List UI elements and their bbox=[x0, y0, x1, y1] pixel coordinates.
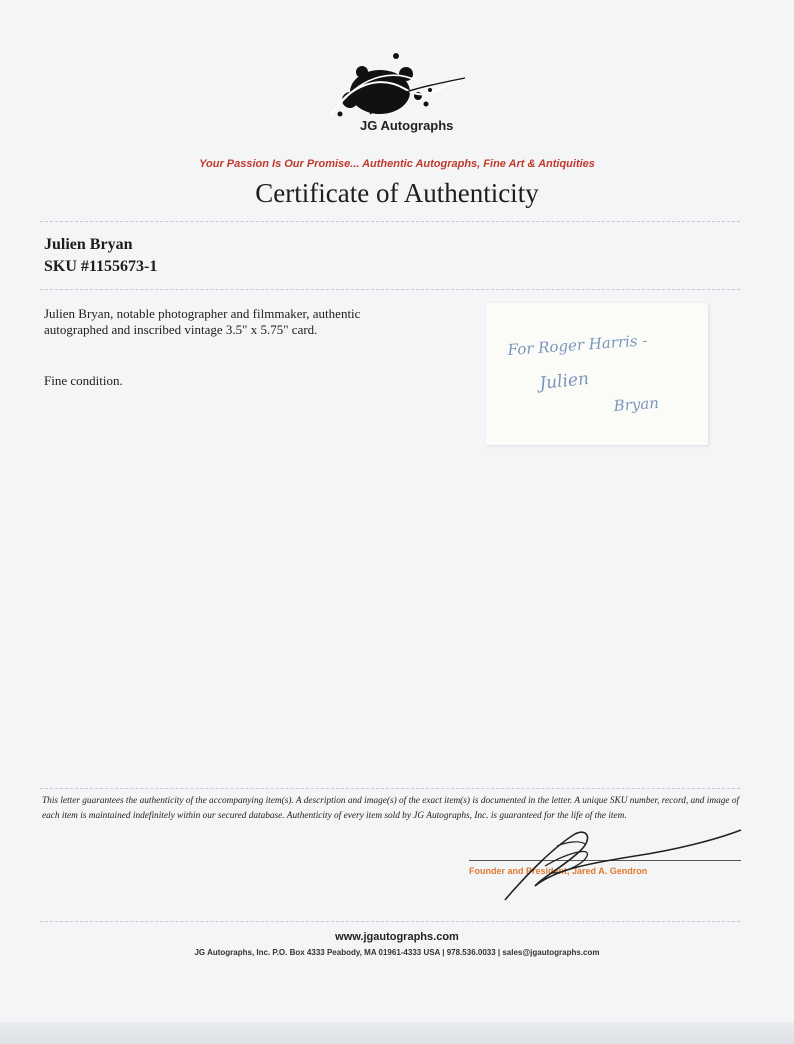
item-sku: SKU #1155673-1 bbox=[44, 258, 158, 275]
website-link[interactable]: www.jgautographs.com bbox=[335, 931, 459, 943]
founder-signature-icon bbox=[495, 826, 745, 906]
divider bbox=[40, 221, 740, 222]
autographed-card-image bbox=[486, 303, 708, 445]
card-signature-last: Bryan bbox=[613, 393, 660, 415]
card-inscription: For Roger Harris - bbox=[507, 331, 648, 359]
divider bbox=[40, 788, 740, 789]
tagline: Your Passion Is Our Promise... Authentic Autographs, Fine Art & Antiquities bbox=[199, 158, 595, 170]
logo-text: JG Autographs bbox=[360, 118, 454, 133]
item-condition: Fine condition. bbox=[44, 373, 123, 388]
company-address: JG Autographs, Inc. P.O. Box 4333 Peabody, MA 01961-4333 USA | 978.536.0033 | sales@jgautographs.com bbox=[194, 948, 600, 957]
divider bbox=[40, 921, 740, 922]
item-description: Julien Bryan, notable photographer and filmmaker, authentic autographed and inscribed vintage 3.5" x 5.75" card. bbox=[44, 306, 361, 337]
signer-title: Founder and President, Jared A. Gendron bbox=[469, 866, 648, 876]
card-signature-first: Julien bbox=[538, 368, 590, 394]
divider bbox=[40, 289, 740, 290]
page-title: Certificate of Authenticity bbox=[255, 178, 539, 208]
authenticity-disclaimer: This letter guarantees the authenticity of the accompanying item(s). A description and image(s) of the exact item(s) is documented in the letter. A unique SKU number, record, and image of each item is maintained indefinitely within our secured database. Authenticity of every item sold by JG Autographs, Inc. is guaranteed for the life of the item. bbox=[42, 796, 740, 821]
item-name: Julien Bryan bbox=[44, 236, 133, 253]
page-bottom-band bbox=[0, 1022, 794, 1044]
